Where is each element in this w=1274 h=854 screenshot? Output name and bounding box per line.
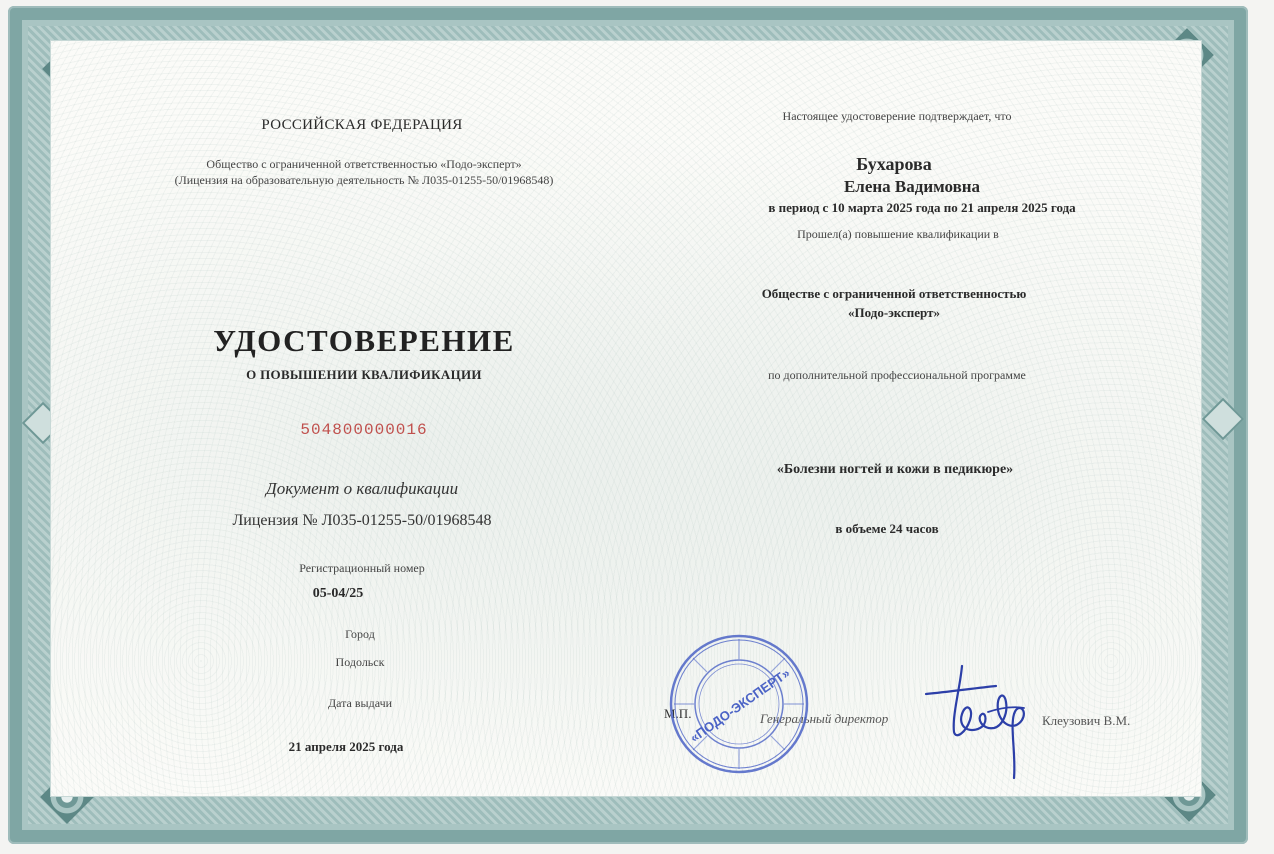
serial-number: 504800000016	[300, 421, 428, 439]
confirmation-text: Настоящее удостоверение подтверждает, что	[782, 109, 1012, 123]
registration-number: 05-04/25	[312, 586, 364, 601]
city-value: Подольск	[335, 655, 385, 669]
holder-given-names: Елена Вадимовна	[843, 177, 981, 196]
document-subtitle: О ПОВЫШЕНИИ КВАЛИФИКАЦИИ	[246, 367, 482, 382]
program-label: по дополнительной профессиональной программе	[768, 368, 1026, 382]
issue-date: 21 апреля 2025 года	[288, 739, 404, 754]
training-period: в период с 10 марта 2025 года по 21 апреля 2025 года	[768, 200, 1076, 215]
program-volume: в объеме 24 часов	[835, 521, 939, 536]
organization-name: Общество с ограниченной ответственностью «Подо-эксперт»	[206, 157, 522, 171]
company-stamp	[668, 633, 810, 775]
license-number: Лицензия № Л035-01255-50/01968548	[232, 512, 492, 529]
holder-surname: Бухарова	[856, 154, 932, 174]
document-type: Документ о квалификации	[265, 479, 459, 498]
license-note: (Лицензия на образовательную деятельность № Л035-01255-50/01968548)	[174, 173, 554, 187]
training-organization-line1: Обществе с ограниченной ответственностью	[761, 286, 1027, 301]
city-label: Город	[345, 627, 375, 641]
training-organization-line2: «Подо-эксперт»	[848, 305, 940, 320]
director-name: Клеузович В.М.	[1042, 713, 1131, 728]
country-heading: РОССИЙСКАЯ ФЕДЕРАЦИЯ	[261, 117, 463, 133]
stamp-company-name: «ПОДО-ЭКСПЕРТ»	[687, 665, 793, 746]
passed-text: Прошел(а) повышение квалификации в	[797, 227, 999, 241]
program-name: «Болезни ногтей и кожи в педикюре»	[776, 462, 1014, 477]
registration-label: Регистрационный номер	[299, 561, 425, 575]
seal-label: М.П.	[664, 706, 692, 721]
director-title: Генеральный директор	[760, 711, 889, 726]
director-signature	[918, 658, 1046, 786]
document-title: УДОСТОВЕРЕНИЕ	[213, 323, 515, 358]
issue-date-label: Дата выдачи	[327, 696, 393, 710]
